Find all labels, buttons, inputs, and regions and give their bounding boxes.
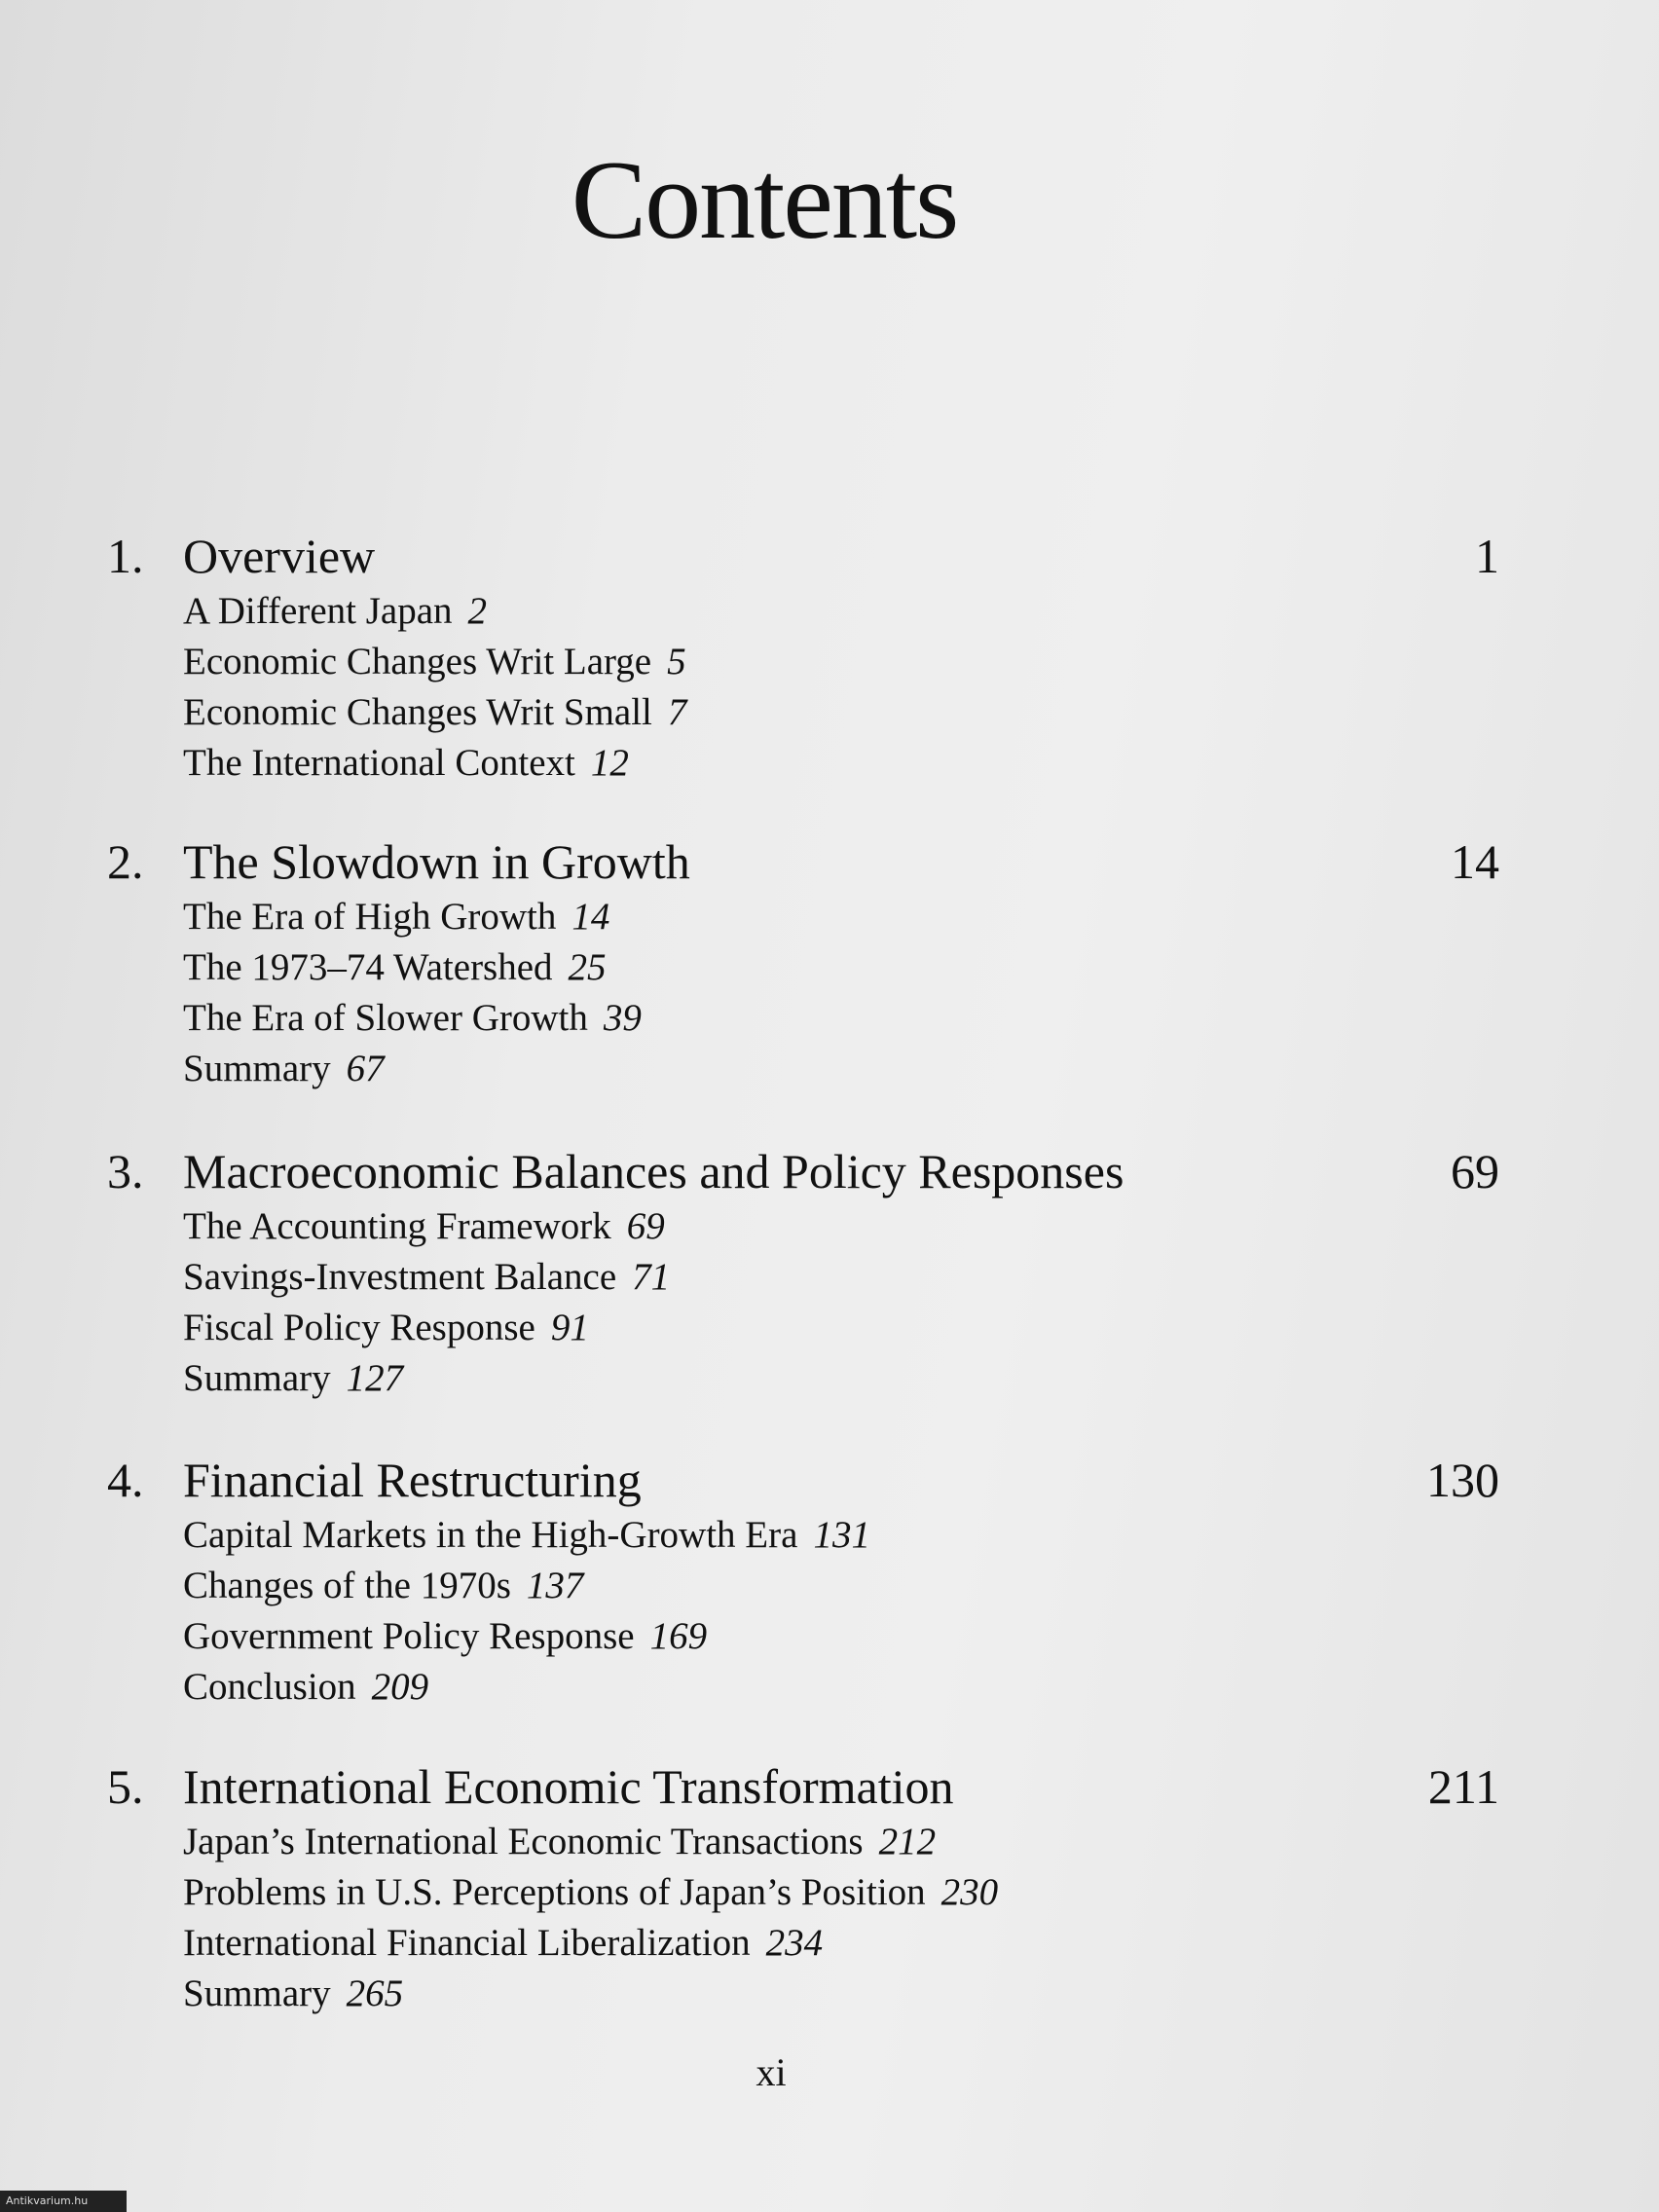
chapter-number: 1. bbox=[107, 529, 144, 583]
chapter-page: 1 bbox=[1475, 529, 1499, 583]
chapter-page: 69 bbox=[1451, 1144, 1499, 1198]
section-title: Problems in U.S. Perceptions of Japan’s Position bbox=[183, 1871, 926, 1913]
section-title: Summary bbox=[183, 1048, 331, 1089]
section-page: 7 bbox=[667, 691, 687, 733]
section-page: 169 bbox=[649, 1615, 708, 1657]
chapter-page: 211 bbox=[1427, 1759, 1499, 1814]
section-page: 131 bbox=[813, 1514, 870, 1556]
section-entry bbox=[183, 1201, 1499, 1252]
section-entry bbox=[183, 586, 1499, 637]
section-page: 14 bbox=[571, 896, 610, 938]
chapter-3 bbox=[107, 1137, 1499, 1404]
section-title: Changes of the 1970s bbox=[183, 1565, 511, 1606]
chapter-number: 5. bbox=[107, 1759, 144, 1814]
chapter-page: 130 bbox=[1426, 1453, 1499, 1507]
section-entry bbox=[183, 1353, 1499, 1404]
section-title: A Different Japan bbox=[183, 590, 453, 632]
section-entry bbox=[183, 993, 1499, 1044]
page-title: Contents bbox=[571, 138, 958, 263]
chapter-heading bbox=[107, 1752, 1499, 1821]
section-title: Capital Markets in the High-Growth Era bbox=[183, 1514, 798, 1556]
section-page: 69 bbox=[626, 1205, 665, 1247]
section-page: 71 bbox=[632, 1256, 671, 1298]
section-page: 127 bbox=[346, 1357, 404, 1399]
section-title: Summary bbox=[183, 1972, 331, 2014]
chapter-number: 3. bbox=[107, 1144, 144, 1198]
chapter-heading bbox=[107, 522, 1499, 590]
section-page: 2 bbox=[467, 590, 488, 632]
section-title: The International Context bbox=[183, 742, 575, 784]
chapter-heading bbox=[107, 1446, 1499, 1514]
watermark-label: Antikvarium.hu bbox=[0, 2191, 127, 2212]
chapter-4 bbox=[107, 1446, 1499, 1713]
section-entry bbox=[183, 1611, 1499, 1662]
chapter-number: 2. bbox=[107, 834, 144, 889]
section-page: 265 bbox=[346, 1972, 404, 2014]
chapter-1 bbox=[107, 522, 1499, 789]
section-page: 67 bbox=[346, 1048, 385, 1089]
chapter-title: International Economic Transformation bbox=[183, 1759, 954, 1814]
section-title: Conclusion bbox=[183, 1666, 356, 1708]
section-title: The Era of Slower Growth bbox=[183, 997, 588, 1039]
section-title: The 1973–74 Watershed bbox=[183, 946, 553, 988]
section-entry bbox=[183, 892, 1499, 942]
section-list bbox=[183, 586, 1499, 789]
section-entry bbox=[183, 1662, 1499, 1713]
section-entry bbox=[183, 942, 1499, 993]
section-entry bbox=[183, 1561, 1499, 1611]
section-list bbox=[183, 1510, 1499, 1713]
section-page: 209 bbox=[371, 1666, 429, 1708]
section-entry bbox=[183, 1252, 1499, 1303]
section-list bbox=[183, 1817, 1499, 2019]
section-title: Japan’s International Economic Transactions bbox=[183, 1821, 864, 1862]
section-page: 12 bbox=[590, 742, 629, 784]
section-title: Government Policy Response bbox=[183, 1615, 635, 1657]
section-entry bbox=[183, 1969, 1499, 2019]
section-entry bbox=[183, 1817, 1499, 1867]
section-title: Fiscal Policy Response bbox=[183, 1307, 535, 1348]
section-page: 39 bbox=[603, 997, 642, 1039]
section-page: 137 bbox=[526, 1565, 584, 1606]
section-entry bbox=[183, 1044, 1499, 1094]
chapter-title: Macroeconomic Balances and Policy Responses bbox=[183, 1144, 1124, 1198]
section-list bbox=[183, 1201, 1499, 1404]
section-entry bbox=[183, 738, 1499, 789]
section-page: 212 bbox=[878, 1821, 937, 1862]
section-title: Economic Changes Writ Large bbox=[183, 641, 652, 682]
section-title: The Era of High Growth bbox=[183, 896, 557, 938]
section-page: 5 bbox=[667, 641, 686, 682]
section-page: 25 bbox=[568, 946, 607, 988]
chapter-5 bbox=[107, 1752, 1499, 2019]
section-entry bbox=[183, 1303, 1499, 1353]
section-entry bbox=[183, 637, 1499, 687]
page-number: xi bbox=[756, 2050, 787, 2094]
section-entry bbox=[183, 1918, 1499, 1969]
section-title: Savings-Investment Balance bbox=[183, 1256, 617, 1298]
chapter-page: 14 bbox=[1451, 834, 1499, 889]
chapter-title: The Slowdown in Growth bbox=[183, 834, 690, 889]
section-title: International Financial Liberalization bbox=[183, 1922, 751, 1964]
section-title: Economic Changes Writ Small bbox=[183, 691, 652, 733]
section-entry bbox=[183, 1510, 1499, 1561]
section-page: 234 bbox=[765, 1922, 824, 1964]
chapter-number: 4. bbox=[107, 1453, 144, 1507]
section-entry bbox=[183, 687, 1499, 738]
chapter-title: Financial Restructuring bbox=[183, 1453, 642, 1507]
chapter-heading bbox=[107, 828, 1499, 896]
section-list bbox=[183, 892, 1499, 1094]
section-title: Summary bbox=[183, 1357, 331, 1399]
chapter-2 bbox=[107, 828, 1499, 1094]
section-page: 230 bbox=[940, 1871, 999, 1913]
section-page: 91 bbox=[550, 1307, 589, 1348]
section-title: The Accounting Framework bbox=[183, 1205, 611, 1247]
section-entry bbox=[183, 1867, 1499, 1918]
chapter-heading bbox=[107, 1137, 1499, 1205]
chapter-title: Overview bbox=[183, 529, 376, 583]
